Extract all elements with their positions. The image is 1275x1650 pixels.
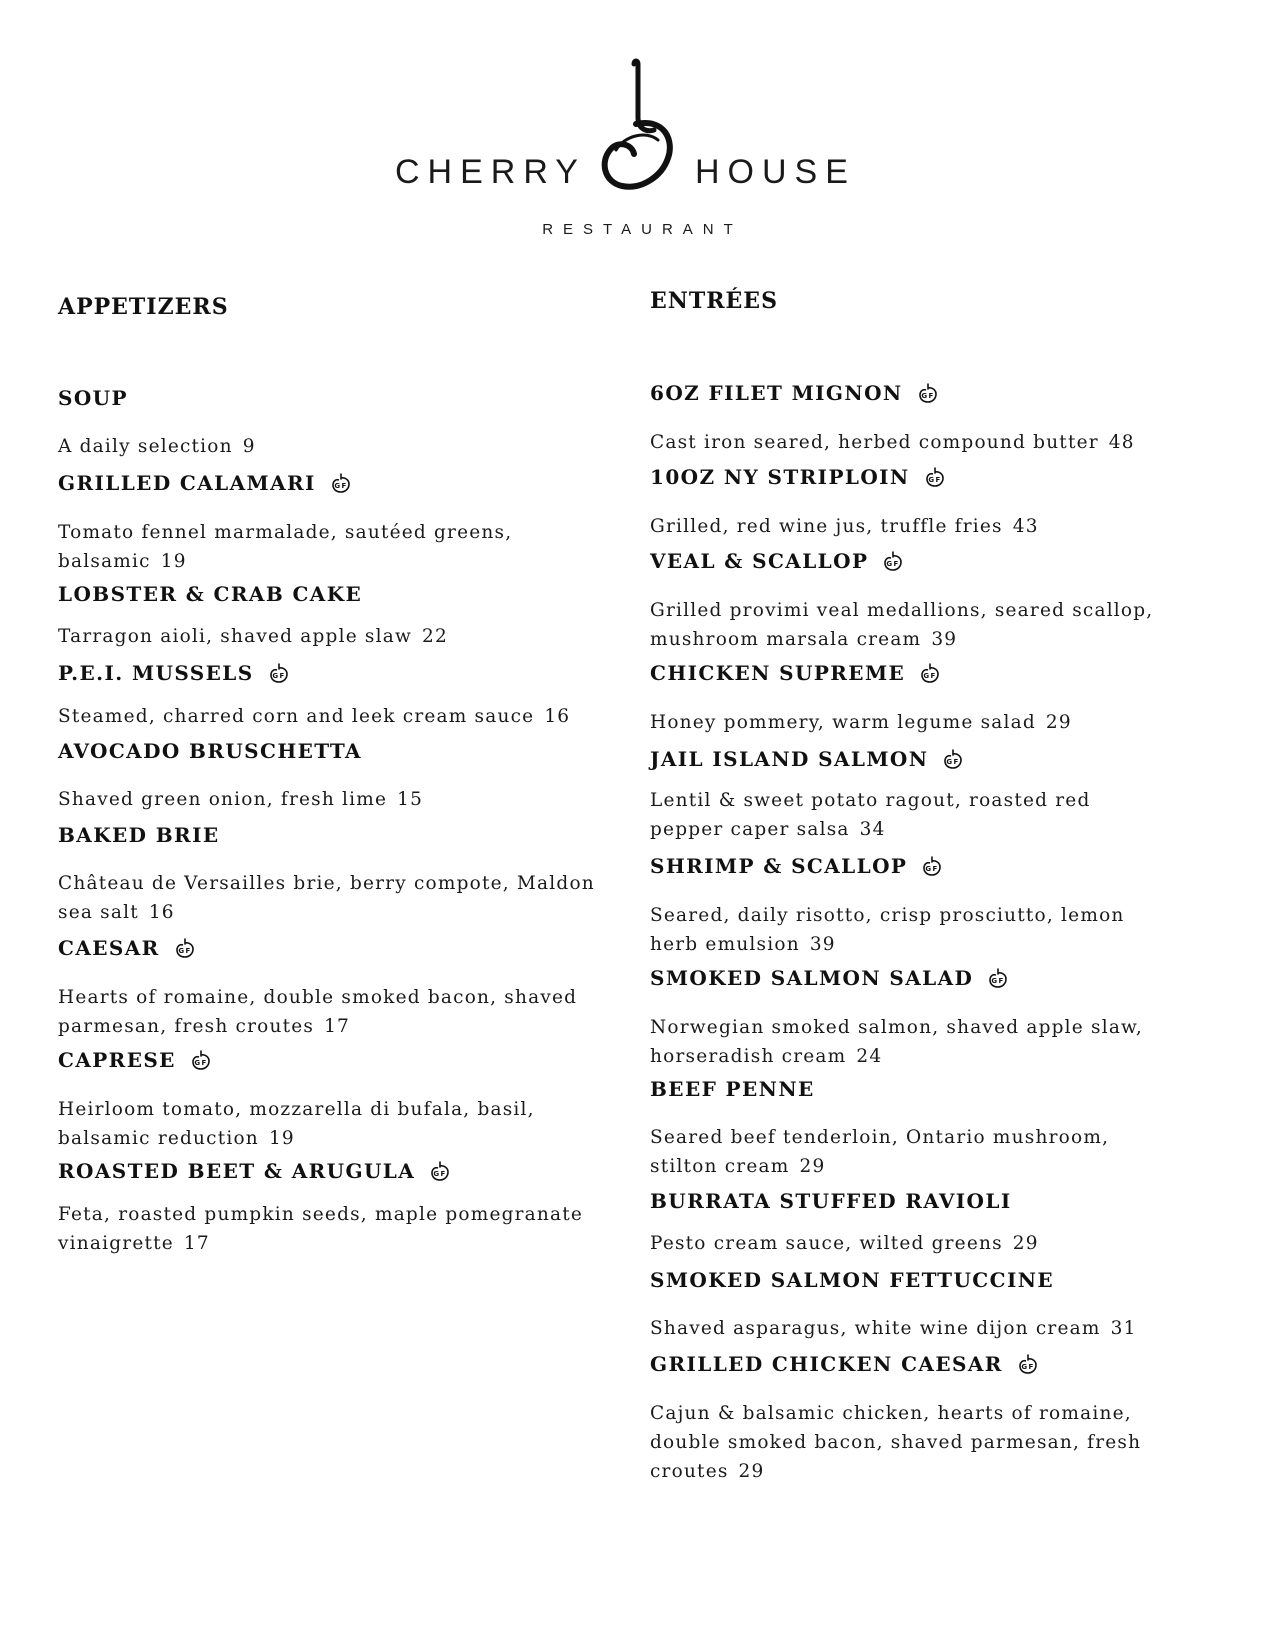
menu-item [650,466,1170,541]
menu-item [650,855,1170,959]
menu-item [650,1191,1170,1258]
menu-item-name: P.E.I. MUSSELS [58,661,254,685]
menu-item [650,967,1170,1071]
svg-text:GF: GF [991,977,1005,985]
menu-item-price: 9 [242,436,256,457]
menu-item-description [58,1200,598,1258]
menu-item-desc-text: Pesto cream sauce, wilted greens [650,1233,1003,1254]
menu-item-price: 19 [160,551,187,572]
menu-item-desc-text: Steamed, charred corn and leek cream sauce [58,706,535,727]
menu-item-description [58,785,598,814]
menu-item-name: 10OZ NY STRIPLOIN [650,465,910,489]
menu-item-desc-text: Norwegian smoked salmon, shaved apple slaw, horseradish cream [650,1017,1143,1067]
menu-item-price: 31 [1110,1318,1137,1339]
menu-item-name: CAESAR [58,936,160,960]
menu-item-desc-text: A daily selection [58,436,233,457]
menu-item-name: GRILLED CHICKEN CAESAR [650,1352,1003,1376]
menu-item-desc-text: Cajun & balsamic chicken, hearts of romaine, double smoked bacon, shaved parmesan, fresh croutes [650,1403,1142,1482]
menu-item-description [650,1229,1170,1258]
menu-item-description [650,901,1170,959]
svg-text:GF: GF [271,672,286,680]
entrees-heading: ENTRÉES [650,288,778,314]
menu-item-desc-text: Shaved asparagus, white wine dijon cream [650,1318,1101,1339]
menu-item-desc-text: Shaved green onion, fresh lime [58,789,388,810]
menu-item [650,1079,1170,1181]
menu-item-name: VEAL & SCALLOP [650,549,869,573]
menu-item-price: 17 [183,1233,210,1254]
menu-item-desc-text: Château de Versailles brie, berry compote, Maldon sea salt [58,873,595,923]
gluten-free-icon [330,472,352,494]
svg-text:GF: GF [923,672,937,680]
menu-item-name: ROASTED BEET & ARUGULA [58,1159,416,1183]
menu-item [58,937,598,1041]
menu-item-name: BAKED BRIE [58,823,220,847]
logo-subtitle: RESTAURANT [542,221,743,238]
menu-item-name: JAIL ISLAND SALMON [650,747,929,771]
svg-text:GF: GF [1021,1363,1035,1371]
svg-text:GF: GF [946,758,961,766]
menu-item [58,662,598,731]
svg-text:GF: GF [886,560,901,568]
gluten-free-icon [924,466,946,488]
menu-item-description [650,1399,1170,1486]
menu-item-description [58,432,598,461]
menu-item [650,662,1170,737]
menu-item-name: 6OZ FILET MIGNON [650,381,903,405]
menu-item-price: 29 [1045,712,1072,733]
gluten-free-icon [942,748,964,770]
gluten-free-icon [174,937,196,959]
gluten-free-icon [921,855,943,877]
gluten-free-icon [919,662,941,684]
menu-item-price: 22 [422,626,448,647]
menu-item-price: 29 [738,1461,765,1482]
menu-item-desc-text: Grilled provimi veal medallions, seared scallop, mushroom marsala cream [650,600,1154,650]
appetizers-section [58,294,628,1254]
menu-item-price: 19 [268,1128,295,1149]
menu-item-desc-text: Grilled, red wine jus, truffle fries [650,516,1003,537]
menu-item-desc-text: Hearts of romaine, double smoked bacon, shaved parmesan, fresh croutes [58,987,578,1037]
entrees-section [650,288,1210,1482]
menu-item-description [650,1013,1170,1071]
menu-item-description [650,708,1170,737]
menu-item-name: SMOKED SALMON FETTUCCINE [650,1268,1055,1292]
menu-item-price: 29 [799,1156,826,1177]
menu-item-desc-text: Seared, daily risotto, crisp prosciutto, lemon herb emulsion [650,905,1125,955]
menu-item-description [650,786,1170,844]
menu-item-desc-text: Feta, roasted pumpkin seeds, maple pomegranate vinaigrette [58,1204,584,1254]
menu-item [650,1353,1170,1486]
gluten-free-icon [917,382,939,404]
menu-item-name: SOUP [58,386,128,410]
restaurant-logo [0,58,1275,248]
logo-word-house: HOUSE [695,153,856,191]
menu-item [650,1270,1170,1343]
gluten-free-icon [987,967,1009,989]
menu-item-description [58,983,598,1041]
menu-item-description [58,869,598,927]
appetizers-heading: APPETIZERS [58,294,229,320]
menu-item-name: LOBSTER & CRAB CAKE [58,582,363,606]
menu-item-description [650,596,1170,654]
svg-text:GF: GF [920,392,935,400]
menu-item-price: 17 [324,1016,351,1037]
menu-item-name: SMOKED SALMON SALAD [650,966,974,990]
menu-item [58,825,598,927]
menu-item [58,584,598,651]
menu-item-name: BURRATA STUFFED RAVIOLI [650,1189,1012,1213]
svg-text:GF: GF [925,865,940,873]
svg-text:GF: GF [334,482,348,490]
menu-item [58,388,598,461]
menu-item-name: BEEF PENNE [650,1077,815,1101]
menu-item [58,1160,598,1258]
menu-item-desc-text: Heirloom tomato, mozzarella di bufala, basil, balsamic reduction [58,1099,535,1149]
menu-item-price: 39 [931,629,958,650]
menu-item-desc-text: Tomato fennel marmalade, sautéed greens, balsamic [58,522,513,572]
menu-item-name: AVOCADO BRUSCHETTA [58,739,362,763]
gluten-free-icon [882,550,904,572]
menu-item-desc-text: Lentil & sweet potato ragout, roasted red pepper caper salsa [650,790,1091,840]
menu-item-price: 43 [1012,516,1039,537]
svg-text:GF: GF [178,947,192,955]
menu-item-desc-text: Seared beef tenderloin, Ontario mushroom, stilton cream [650,1127,1110,1177]
menu-item-description [650,1314,1170,1343]
gluten-free-icon [1017,1353,1039,1375]
menu-item-price: 34 [859,819,886,840]
gluten-free-icon [190,1049,212,1071]
menu-item-description [58,1095,598,1153]
gluten-free-icon [429,1160,451,1182]
menu-item [58,472,598,576]
menu-item-name: SHRIMP & SCALLOP [650,854,908,878]
menu-item-price: 16 [148,902,175,923]
menu-item-name: CHICKEN SUPREME [650,661,906,685]
menu-item-price: 24 [856,1046,883,1067]
menu-item [650,382,1170,457]
menu-item [58,741,598,814]
menu-item-price: 15 [397,789,424,810]
menu-item-price: 39 [809,934,836,955]
menu-item-desc-text: Cast iron seared, herbed compound butter [650,432,1099,453]
svg-text:GF: GF [433,1170,447,1178]
menu-item-price: 48 [1108,432,1135,453]
menu-item-desc-text: Honey pommery, warm legume salad [650,712,1036,733]
menu-item [650,550,1170,654]
gluten-free-icon [268,662,290,684]
logo-word-cherry: CHERRY [395,153,586,191]
menu-item-description [58,518,598,576]
menu-item-desc-text: Tarragon aioli, shaved apple slaw [58,626,413,647]
cherry-logo-icon [596,58,676,208]
menu-item-description [650,428,1170,457]
menu-item-description [650,512,1170,541]
menu-item-description [58,702,598,731]
menu-item [58,1049,598,1153]
menu-item-description [650,1123,1170,1181]
menu-item-price: 16 [544,706,571,727]
svg-text:GF: GF [927,476,942,484]
menu-item-description [58,622,598,651]
menu-item-price: 29 [1012,1233,1039,1254]
svg-text:GF: GF [194,1059,208,1067]
menu-item [650,748,1170,844]
menu-item-name: GRILLED CALAMARI [58,471,316,495]
menu-item-name: CAPRESE [58,1048,176,1072]
